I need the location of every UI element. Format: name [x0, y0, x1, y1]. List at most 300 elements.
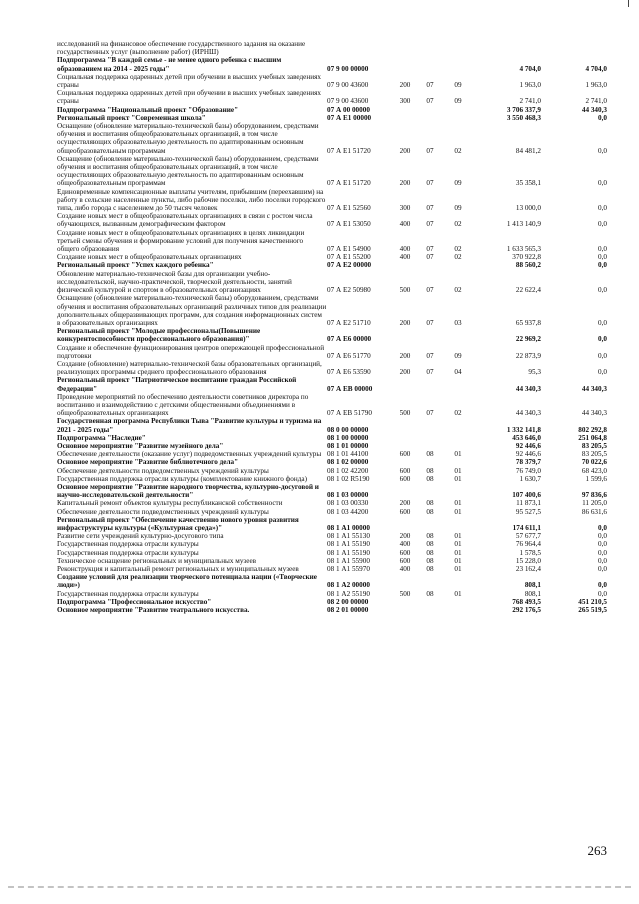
row-expense-type: 200	[399, 81, 411, 90]
table-row	[57, 598, 607, 606]
row-section: 08	[426, 466, 434, 475]
row-subsection	[443, 483, 473, 499]
table-row	[57, 606, 607, 614]
budget-table	[57, 40, 607, 614]
table-row	[57, 483, 607, 499]
table-row	[57, 573, 607, 589]
row-amount-federal: 802 292,8	[578, 425, 607, 434]
row-section: 07	[426, 146, 434, 155]
row-section	[417, 434, 443, 442]
row-name: Проведение мероприятий по обеспечению деятельности советников директора по воспитанию и взаимодействию с детскими общественными объединениями в общеобразовательных организациях	[57, 392, 309, 418]
table-row	[57, 549, 607, 557]
row-amount-total: 22 969,2	[515, 335, 541, 344]
row-section: 07	[426, 179, 434, 188]
row-section: 07	[426, 253, 434, 262]
row-code: 08 1 03 00000	[327, 491, 369, 500]
row-code: 07 9 00 43600	[327, 97, 369, 106]
row-subsection: 01	[454, 474, 462, 483]
row-amount-federal: 83 205,5	[581, 441, 607, 450]
row-code: 08 1 А1 55970	[327, 565, 370, 573]
row-subsection: 09	[454, 204, 462, 213]
row-code: 07 А Е2 51710	[327, 318, 371, 327]
row-section: 07	[426, 409, 434, 418]
row-name: Региональный проект "Обеспечение качественно нового уровня развития инфраструктуры культуры («Культурная среда»)"	[57, 515, 299, 532]
row-expense-type	[393, 483, 417, 499]
table-row	[57, 442, 607, 450]
row-subsection	[443, 40, 473, 56]
row-amount-federal: 451 210,5	[578, 597, 607, 606]
row-code: 07 А Е1 53050	[327, 220, 371, 229]
row-expense-type: 300	[399, 97, 411, 106]
row-subsection: 02	[454, 245, 462, 254]
row-amount-total: 370 922,8	[512, 253, 541, 262]
row-code: 08 1 01 00000	[327, 441, 369, 450]
row-amount-total: 1 633 565,3	[506, 245, 541, 254]
row-name: Создание условий для реализации творческого потенциала нации («Творческие люди»)	[57, 573, 317, 590]
row-expense-type: 300	[399, 204, 411, 213]
row-code: 07 А ЕВ 00000	[327, 384, 373, 393]
row-expense-type: 200	[399, 368, 411, 377]
row-section	[417, 106, 443, 114]
row-code: 07 А Е2 50980	[327, 286, 371, 295]
row-code: 08 1 02 00000	[327, 458, 369, 467]
row-name: Региональный проект "Патриотическое воспитание граждан Российской Федерации"	[57, 376, 297, 393]
row-expense-type	[393, 573, 417, 589]
row-section	[417, 56, 443, 72]
row-subsection: 02	[454, 253, 462, 262]
row-amount-federal: 0,0	[598, 368, 607, 377]
row-subsection: 01	[454, 540, 462, 549]
row-amount-federal: 0,0	[598, 113, 607, 122]
row-amount-total: 23 162,4	[515, 565, 541, 573]
row-amount-total: 808,1	[524, 589, 541, 598]
row-amount-total: 57 677,7	[515, 532, 541, 541]
row-name: Обновление материально-технической базы для организации учебно-исследовательской, научно-практической, творческой деятельности, занятий физической культурой и спортом в образовательных организациях	[57, 269, 292, 295]
table-row	[57, 434, 607, 442]
table-row	[57, 40, 607, 56]
row-name: Подпрограмма "Профессиональное искусство"	[57, 597, 212, 606]
row-subsection	[443, 434, 473, 442]
row-subsection: 02	[454, 220, 462, 229]
row-name: Региональный проект "Современная школа"	[57, 113, 206, 122]
row-amount-total: 76 964,4	[515, 540, 541, 549]
row-name: Основное мероприятие "Развитие театрального искусства.	[57, 606, 250, 615]
table-row	[57, 294, 607, 327]
row-amount-total: 1 578,5	[519, 548, 541, 557]
table-row	[57, 229, 607, 254]
row-amount-total: 84 481,2	[515, 146, 541, 155]
row-amount-total: 92 446,6	[515, 450, 541, 459]
row-amount-federal: 11 205,0	[582, 499, 607, 508]
row-name: Обеспечение деятельности подведомственных учреждений культуры	[57, 507, 269, 516]
table-row	[57, 344, 607, 360]
row-expense-type: 600	[399, 548, 411, 557]
row-section: 08	[426, 532, 434, 541]
row-code: 07 А Е1 00000	[327, 113, 372, 122]
table-row	[57, 540, 607, 548]
row-expense-type: 600	[399, 450, 411, 459]
row-code: 07 А Е1 52560	[327, 204, 371, 213]
row-code: 07 9 00 00000	[327, 64, 369, 73]
row-name: Подпрограмма "В каждой семье - не менее одного ребенка с высшим образованием на 2014 - 2025 годы"	[57, 56, 282, 73]
row-expense-type: 600	[399, 474, 411, 483]
row-expense-type: 200	[399, 179, 411, 188]
footer-rule	[8, 886, 631, 888]
row-expense-type: 400	[399, 253, 411, 262]
row-name: Техническое оснащение региональных и муниципальных музеев	[57, 556, 257, 565]
row-code: 08 1 А1 55190	[327, 548, 370, 557]
row-amount-federal: 251 064,8	[578, 433, 607, 442]
row-amount-total: 22 873,9	[515, 351, 541, 360]
row-expense-type: 200	[399, 351, 411, 360]
row-amount-total: 35 358,1	[515, 179, 541, 188]
row-subsection	[443, 573, 473, 589]
row-amount-total: 2 741,0	[519, 97, 541, 106]
row-expense-type: 500	[399, 589, 411, 598]
row-expense-type	[393, 40, 417, 56]
row-amount-federal: 0,0	[598, 204, 607, 213]
row-subsection: 04	[454, 368, 462, 377]
row-subsection: 01	[454, 499, 462, 508]
row-section	[417, 376, 443, 392]
row-code: 08 1 А1 55900	[327, 556, 370, 565]
table-row	[57, 557, 607, 565]
row-subsection	[443, 516, 473, 532]
row-section	[417, 483, 443, 499]
row-code: 08 0 00 00000	[327, 425, 369, 434]
row-subsection: 01	[454, 556, 462, 565]
row-code: 08 1 А2 00000	[327, 581, 370, 590]
row-name: Государственная поддержка отрасли культуры	[57, 548, 199, 557]
row-amount-total: 1 630,7	[519, 474, 541, 483]
table-row	[57, 89, 607, 105]
row-amount-federal: 70 022,6	[581, 458, 607, 467]
row-amount-total: 1 413 140,9	[506, 220, 541, 229]
row-amount-federal: 0,0	[598, 351, 607, 360]
row-section: 07	[426, 81, 434, 90]
row-subsection: 09	[454, 179, 462, 188]
row-name: Государственная поддержка отрасли культуры	[57, 540, 199, 549]
row-code: 08 1 02 42200	[327, 466, 369, 475]
row-name: Основное мероприятие "Развитие музейного дела"	[57, 441, 224, 450]
row-expense-type: 600	[399, 466, 411, 475]
row-amount-federal: 265 519,5	[578, 606, 607, 615]
row-subsection: 01	[454, 589, 462, 598]
row-subsection	[443, 56, 473, 72]
row-name: Создание новых мест в общеобразовательных организациях	[57, 253, 242, 262]
row-amount-federal: 0,0	[598, 548, 607, 557]
row-amount-federal: 1 599,6	[585, 474, 607, 483]
row-amount-federal: 97 836,6	[581, 491, 607, 500]
table-row	[57, 155, 607, 188]
row-expense-type	[393, 376, 417, 392]
row-section	[417, 442, 443, 450]
row-amount-federal: 0,0	[598, 253, 607, 262]
row-expense-type	[393, 327, 417, 343]
row-expense-type: 600	[399, 556, 411, 565]
row-section	[417, 516, 443, 532]
row-name: Социальная поддержка одаренных детей при обучении в высших учебных заведениях страны	[57, 72, 321, 90]
row-code: 07 А ЕВ 51790	[327, 409, 372, 418]
row-name: Обеспечение деятельности (оказание услуг) подведомственных учреждений культуры	[57, 450, 322, 459]
table-row	[57, 393, 607, 418]
row-name: Развитие сети учреждений культурно-досугового типа	[57, 532, 224, 541]
row-expense-type	[393, 516, 417, 532]
row-section: 08	[426, 450, 434, 459]
row-amount-federal: 4 704,0	[585, 64, 607, 73]
row-amount-federal: 0,0	[598, 589, 607, 598]
row-amount-total: 65 937,8	[515, 318, 541, 327]
row-section: 07	[426, 368, 434, 377]
row-name: Оснащение (обновление материально-технической базы) оборудованием, средствами обучения и воспитания образовательных организаций различных типов для реализации дополнительных общеразвивающих программ, для создания информационных систем в образовательных организациях	[57, 294, 327, 327]
row-code: 07 А Е1 54900	[327, 245, 371, 254]
table-row	[57, 458, 607, 466]
row-section: 08	[426, 540, 434, 549]
row-amount-federal: 0,0	[598, 532, 607, 541]
row-section: 08	[426, 589, 434, 598]
row-name: Создание и обеспечение функционирования центров опережающей профессиональной подготовки	[57, 343, 325, 360]
row-name: Создание новых мест в общеобразовательных организациях в связи с ростом числа обучающихся, вызванным демографическим фактором	[57, 212, 313, 229]
row-amount-total: 174 611,1	[512, 523, 541, 532]
row-expense-type	[393, 434, 417, 442]
row-amount-total: 3 550 468,3	[506, 113, 541, 122]
row-amount-federal: 0,0	[598, 556, 607, 565]
row-subsection	[443, 114, 473, 122]
row-amount-total: 95 527,5	[515, 507, 541, 516]
row-section	[417, 606, 443, 614]
row-code: 07 А Е1 51720	[327, 146, 371, 155]
row-subsection: 03	[454, 318, 462, 327]
row-code: 08 2 00 00000	[327, 597, 369, 606]
row-name: Подпрограмма "Наследие"	[57, 433, 146, 442]
row-subsection: 09	[454, 81, 462, 90]
row-expense-type	[393, 114, 417, 122]
row-code: 07 А Е6 00000	[327, 335, 372, 344]
table-row	[57, 590, 607, 598]
row-amount-total: 95,3	[528, 368, 541, 377]
edge-mark	[628, 0, 629, 7]
row-code: 07 А Е6 53590	[327, 368, 371, 377]
row-expense-type: 500	[399, 286, 411, 295]
row-name: Единовременные компенсационные выплаты учителям, прибывшим (переехавшим) на работу в сельские населенные пункты, либо рабочие поселки, либо поселки городского типа, либо города с населением до 50 тысяч человек	[57, 187, 326, 213]
row-code: 08 1 00 00000	[327, 433, 369, 442]
row-name: Обеспечение деятельности подведомственных учреждений культуры	[57, 466, 269, 475]
row-expense-type	[393, 606, 417, 614]
row-expense-type	[393, 598, 417, 606]
row-code: 08 2 01 00000	[327, 606, 369, 615]
row-amount-total: 11 873,1	[516, 499, 541, 508]
row-amount-federal: 44 340,3	[581, 105, 607, 114]
table-row	[57, 417, 607, 433]
row-name: Государственная поддержка отрасли культуры (комплектование книжного фонда)	[57, 474, 307, 483]
row-amount-federal: 0,0	[598, 245, 607, 254]
row-amount-federal: 83 205,5	[581, 450, 607, 459]
row-amount-federal: 0,0	[598, 565, 607, 573]
row-name: Реконструкция и капитальный ремонт региональных и муниципальных музеев	[57, 565, 299, 573]
row-subsection	[443, 442, 473, 450]
table-row	[57, 212, 607, 228]
row-amount-total: 76 749,0	[515, 466, 541, 475]
table-row	[57, 270, 607, 295]
row-expense-type: 200	[399, 318, 411, 327]
row-code: 08 1 03 44200	[327, 507, 369, 516]
row-code: 08 1 А1 00000	[327, 523, 370, 532]
table-row	[57, 376, 607, 392]
row-section: 07	[426, 97, 434, 106]
row-amount-total: 1 963,0	[519, 81, 541, 90]
table-row	[57, 516, 607, 532]
table-row	[57, 114, 607, 122]
table-row	[57, 467, 607, 475]
row-amount-total: 13 000,0	[515, 204, 541, 213]
row-amount-federal: 0,0	[598, 335, 607, 344]
row-name: Региональный проект "Успех каждого ребенка"	[57, 261, 214, 270]
row-expense-type	[393, 442, 417, 450]
row-expense-type	[393, 56, 417, 72]
row-amount-total: 78 379,7	[515, 458, 541, 467]
row-subsection: 09	[454, 97, 462, 106]
row-section	[417, 40, 443, 56]
row-subsection: 01	[454, 466, 462, 475]
row-amount-federal: 86 631,6	[581, 507, 607, 516]
row-name: Капитальный ремонт объектов культуры республиканской собственности	[57, 499, 283, 508]
row-subsection: 01	[454, 450, 462, 459]
row-amount-federal: 0,0	[598, 286, 607, 295]
row-name: Государственная поддержка отрасли культуры	[57, 589, 199, 598]
row-subsection: 02	[454, 409, 462, 418]
row-amount-federal: 2 741,0	[585, 97, 607, 106]
table-row	[57, 499, 607, 507]
row-expense-type: 400	[399, 565, 411, 573]
row-section: 07	[426, 245, 434, 254]
row-name: Государственная программа Республики Тыва "Развитие культуры и туризма на 2021 - 2025 годы"	[57, 417, 322, 434]
row-amount-total: 44 340,3	[515, 384, 541, 393]
row-amount-federal: 68 423,0	[581, 466, 607, 475]
row-section: 07	[426, 351, 434, 360]
row-code: 07 А 00 00000	[327, 105, 370, 114]
row-amount-total	[473, 40, 541, 56]
row-amount-total: 22 622,4	[515, 286, 541, 295]
row-amount-federal: 0,0	[598, 179, 607, 188]
row-section	[417, 114, 443, 122]
row-amount-total: 292 176,5	[512, 606, 541, 615]
row-code: 08 1 03 00330	[327, 499, 369, 508]
row-amount-total: 15 228,0	[515, 556, 541, 565]
row-code: 08 1 02 R5190	[327, 474, 370, 483]
table-row	[57, 73, 607, 89]
row-expense-type	[393, 417, 417, 433]
row-code: 07 9 00 43600	[327, 81, 369, 90]
row-name: Оснащение (обновление материально-технической базы) оборудованием, средствами обучения и воспитания общеобразовательных организаций, в том числе осуществляющих образовательную деятельность по адаптированным основным общеобразовательным программам	[57, 122, 319, 155]
table-row	[57, 450, 607, 458]
row-section: 08	[426, 474, 434, 483]
row-amount-total: 44 340,3	[515, 409, 541, 418]
row-subsection	[443, 327, 473, 343]
row-amount-federal: 0,0	[598, 581, 607, 590]
row-name: Основное мероприятие "Развитие библиотечного дела"	[57, 458, 239, 467]
row-amount-total: 107 400,6	[512, 491, 541, 500]
row-section: 08	[426, 548, 434, 557]
row-section	[417, 458, 443, 466]
row-amount-total: 3 706 337,9	[506, 105, 541, 114]
row-section: 07	[426, 220, 434, 229]
row-section	[417, 327, 443, 343]
row-section	[417, 417, 443, 433]
row-subsection: 01	[454, 507, 462, 516]
row-name: Основное мероприятие "Развитие народного творчества, культурно-досуговой и научно-исследовательской деятельности"	[57, 482, 319, 500]
table-row	[57, 508, 607, 516]
row-section: 07	[426, 286, 434, 295]
row-name: Региональный проект "Молодые профессионалы(Повышение конкурентоспособности профессионального образования)"	[57, 327, 261, 344]
row-code: 07 А Е6 51770	[327, 351, 371, 360]
row-expense-type: 600	[399, 507, 411, 516]
row-code: 08 1 А1 55190	[327, 540, 370, 549]
row-code: 08 1 А2 55190	[327, 589, 370, 598]
row-section: 08	[426, 499, 434, 508]
table-row	[57, 122, 607, 155]
row-code: 08 1 А1 55130	[327, 532, 370, 541]
row-expense-type	[393, 458, 417, 466]
row-amount-federal: 44 340,3	[581, 409, 607, 418]
row-name: Подпрограмма "Национальный проект "Образование"	[57, 105, 239, 114]
row-name: Социальная поддержка одаренных детей при обучении в высших учебных заведениях страны	[57, 89, 321, 106]
row-amount-federal: 44 340,3	[581, 384, 607, 393]
table-row	[57, 475, 607, 483]
row-code: 07 А Е1 51720	[327, 179, 371, 188]
row-amount-federal: 0,0	[598, 540, 607, 549]
row-name: Оснащение (обновление материально-технической базы) оборудованием, средствами обучения и воспитания общеобразовательных организаций, в том числе осуществляющих образовательную деятельность по адаптированным основным общеобразовательным программам	[57, 154, 319, 188]
row-code: 08 1 01 44100	[327, 450, 369, 459]
row-subsection	[443, 376, 473, 392]
row-amount-total: 92 446,6	[515, 441, 541, 450]
row-amount-federal: 1 963,0	[585, 81, 607, 90]
row-name: исследований на финансовое обеспечение государственного задания на оказание государственных услуг (выполнение работ) (ИРНШ)	[57, 40, 306, 57]
row-code: 07 А Е1 55200	[327, 253, 371, 262]
row-amount-federal: 0,0	[598, 261, 607, 270]
row-subsection	[443, 261, 473, 269]
row-code	[327, 40, 393, 56]
row-amount-total: 88 560,2	[515, 261, 541, 270]
row-expense-type: 200	[399, 532, 411, 541]
table-row	[57, 106, 607, 114]
row-section: 07	[426, 318, 434, 327]
table-row	[57, 188, 607, 213]
row-section	[417, 598, 443, 606]
table-row	[57, 56, 607, 72]
row-name: Создание (обновление) материально-технической базы образовательных организаций, реализующих программы среднего профессионального образования	[57, 359, 322, 377]
row-expense-type	[393, 261, 417, 269]
row-section: 08	[426, 556, 434, 565]
row-amount-total: 453 646,0	[512, 433, 541, 442]
row-subsection: 02	[454, 146, 462, 155]
row-subsection: 02	[454, 286, 462, 295]
row-subsection	[443, 598, 473, 606]
row-subsection	[443, 106, 473, 114]
row-subsection: 01	[454, 565, 462, 573]
table-row	[57, 565, 607, 573]
row-section: 07	[426, 204, 434, 213]
row-amount-total: 808,1	[524, 581, 541, 590]
row-expense-type: 400	[399, 245, 411, 254]
row-section	[417, 573, 443, 589]
row-amount-total: 1 332 141,8	[506, 425, 541, 434]
row-expense-type	[393, 106, 417, 114]
row-amount-federal: 0,0	[598, 220, 607, 229]
row-expense-type: 200	[399, 146, 411, 155]
row-section: 08	[426, 565, 434, 573]
page-number: 263	[587, 843, 607, 858]
row-name: Создание новых мест в общеобразовательных организациях в целях ликвидации третьей смены обучения и формирование условий для получения качественного общего образования	[57, 228, 305, 254]
